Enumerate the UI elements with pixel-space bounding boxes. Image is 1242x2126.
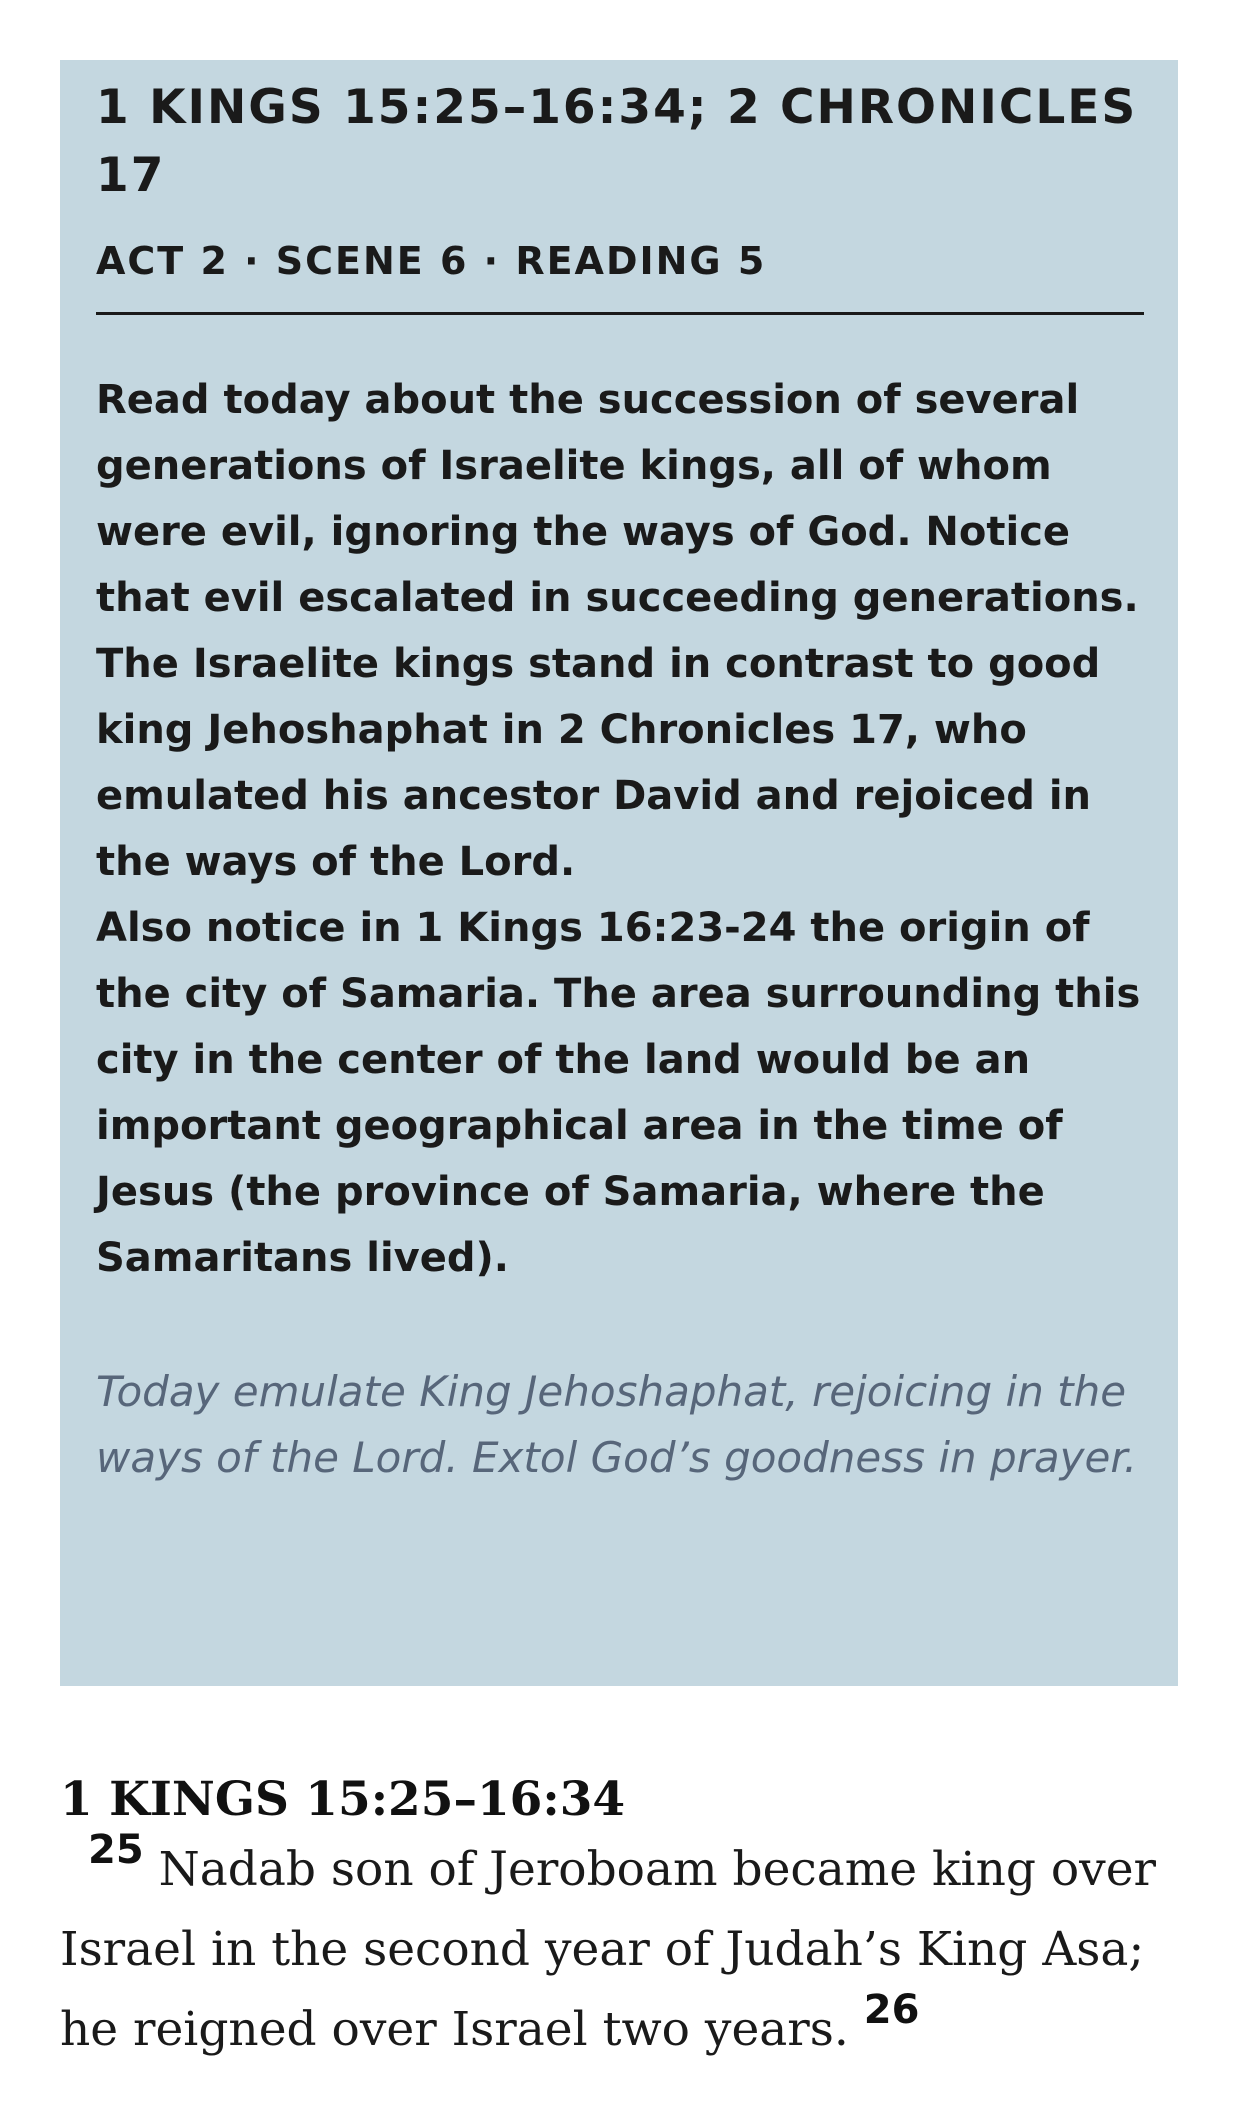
reading-reference-title: 1 KINGS 15:25–16:34; 2 CHRONICLES 17	[96, 80, 1138, 203]
verse-number: 25	[88, 1827, 144, 1873]
scripture-text	[60, 1827, 1190, 2070]
scripture-heading: 1 KINGS 15:25–16:34	[60, 1772, 626, 1827]
act-scene-reading-label: ACT 2 · SCENE 6 · READING 5	[96, 239, 767, 283]
verse-number: 26	[863, 1987, 920, 2033]
scripture-section	[60, 1770, 1190, 2070]
intro-text	[96, 367, 1142, 1291]
intro-paragraph-2: Also notice in 1 Kings 16:23-24 the origin of the city of Samaria. The area surrounding this city in the center of the land would be an important geographical area in the time of Jesus (the province of Samaria, where the Samaritans lived).	[96, 905, 1141, 1281]
intro-paragraph-1: Read today about the succession of several generations of Israelite kings, all of whom were evil, ignoring the ways of God. Notice that evil escalated in succeeding generations. The Israelite kings stand in contrast to good king Jehoshaphat in 2 Chronicles 17, who emulated his ancestor David and rejoiced in the ways of the Lord.	[96, 377, 1139, 885]
verse-text: Nadab son of Jeroboam became king over Israel in the second year of Judah’s King Asa; he reigned over Israel two years.	[60, 1842, 1156, 2057]
reading-intro-box	[60, 60, 1178, 1686]
divider	[96, 312, 1144, 315]
prayer-prompt: Today emulate King Jehoshaphat, rejoicing in the ways of the Lord. Extol God’s goodness in prayer.	[96, 1367, 1138, 1482]
